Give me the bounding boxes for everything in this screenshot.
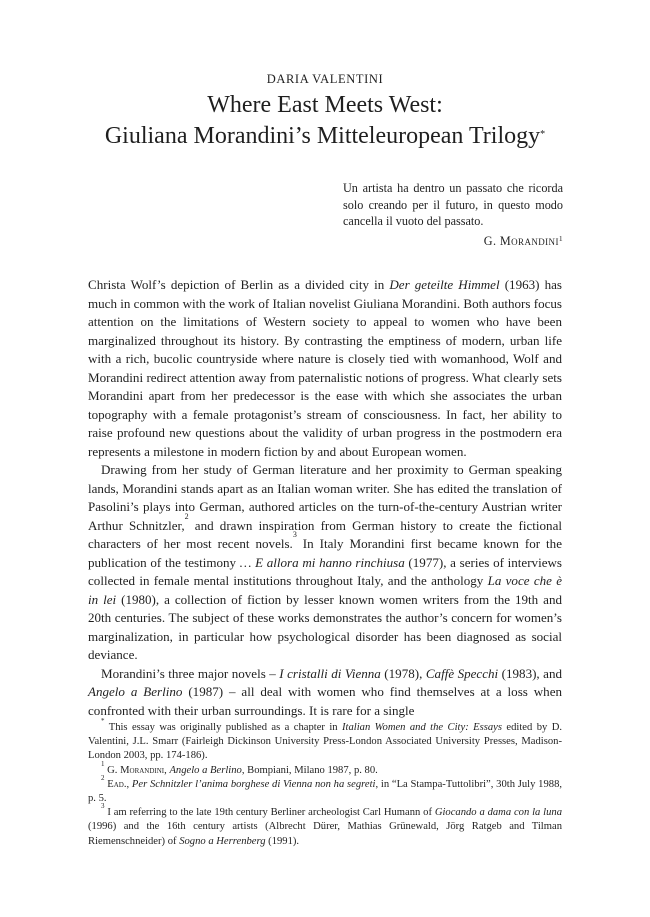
article-title-line-1: Where East Meets West: <box>207 92 443 118</box>
title-footnote-mark: * <box>540 129 546 140</box>
article-body <box>88 276 562 720</box>
article-title-line-2 <box>0 121 650 152</box>
body-paragraph: Christa Wolf’s depiction of Berlin as a divided city in Der geteilte Himmel (1963) has much in common with the work of Italian novelist Giuliana Morandini. Both authors focus attention on the limitations of Western society to appeal to women who have been marginalized throughout its history. By contrasting the emptiness of modern, urban life with a rich, bucolic countryside where nature is closely tied with womanhood, Wolf and Morandini redirect attention away from paternalistic notions of progress. What clearly sets Morandini apart from her predecessor is the ease with which she associates the urban topography with a female protagonist’s stream of consciousness. In fact, her ability to raise profound new questions about the validity of urban progress in the postmodern era represents a milestone in modern fiction by and about European women. <box>88 277 563 459</box>
body-paragraph: Morandini’s three major novels – I cristalli di Vienna (1978), Caffè Specchi (1983), and Angelo a Berlino (1987) – all deal with women who find themselves at a loss when confronted with their urban surroundings. It is rare for a single <box>88 665 563 718</box>
footnotes-section <box>88 717 563 849</box>
epigraph-footnote-mark: 1 <box>558 234 563 243</box>
author-name: DARIA VALENTINI <box>266 72 384 86</box>
footnote: $^2$ Ead., Per Schnitzler l’anima borghese di Vienna non ha segreti, in “La Stampa-Tuttolibri”, 30th July 1988, p. 5. <box>88 773 563 805</box>
epigraph-quote: Un artista ha dentro un passato che ricorda solo creando per il futuro, in questo modo cancella il vuoto del passato. <box>343 181 563 228</box>
epigraph-author-name: Morandini <box>499 234 559 248</box>
footnote: * This essay was originally published as a chapter in Italian Women and the City: Essays edited by D. Valentini, J.L. Smarr (Fairleigh Dickinson University Press-London Associated University Presses, Madison-London 2003, pp. 174-186). <box>88 717 562 762</box>
epigraph-attribution: G. Morandini$^1$ <box>483 234 563 248</box>
footnote: $^3$ I am referring to the late 19th century Berliner archeologist Carl Humann of Giocando a dama con la luna (1996) and the 16th century artists (Albrecht Dürer, Mathias Grünewald, Jörg Ratgeb and Tilman Riemenschneider) of Sogno a Herrenberg (1991). <box>88 802 562 847</box>
footnote: $^1$ G. Morandini, Angelo a Berlino, Bompiani, Milano 1987, p. 80. <box>101 759 378 776</box>
footnote-ref: 3 <box>292 530 297 539</box>
footnote-ref: 2 <box>184 511 189 521</box>
body-paragraph: Drawing from her study of German literature and her proximity to German speaking lands, Morandini stands apart as an Italian woman writer. She has edited the translation of Pasolini’s plays into German, authored articles on the turn-of-the-century Austrian writer Arthur Schnitzler,$^2$ and drawn inspiration from German history to create the fictional characters of her most recent novels.$^3$ In Italy Morandini first became known for the publication of the testimony … E allora mi hanno rinchiusa (1977), a series of interviews collected in female mental institutions throughout Italy, and the anthology La voce che è in lei (1980), a collection of fiction by lesser known women writers from the 19th and 20th centuries. The subject of these works demonstrates the author’s concern for women’s marginalization, in particular how psychological disorder has been diagnosed as social deviance. <box>88 462 563 662</box>
article-title-text: Giuliana Morandini’s Mitteleuropean Trilogy <box>104 123 541 149</box>
